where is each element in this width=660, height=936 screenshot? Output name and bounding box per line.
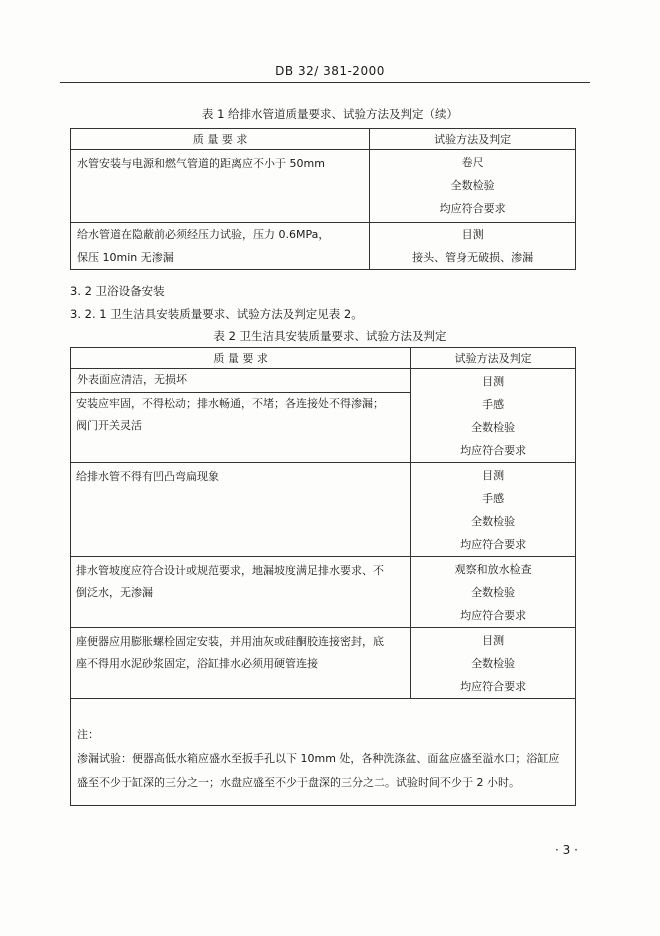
method-cell xyxy=(411,557,576,628)
method-cell xyxy=(370,223,576,270)
method-line: 目测 xyxy=(461,228,484,241)
method-line: 观察和放水检查 xyxy=(454,563,532,576)
table-row xyxy=(71,628,576,699)
table1-header-row xyxy=(71,129,576,150)
note-line: 渗漏试验：便器高低水箱应盛水至扳手孔以下 10mm 处，各种洗涤盆、面盆应盛至溢水口；浴缸应 xyxy=(77,752,560,765)
method-cell xyxy=(411,369,576,463)
standard-code-header: DB 32/ 381-2000 xyxy=(275,64,385,78)
table2-caption: 表 2 卫生洁具安装质量要求、试验方法及判定 xyxy=(213,329,447,343)
table-row xyxy=(71,369,576,393)
note-label: 注： xyxy=(77,728,99,741)
table2-col-method: 试验方法及判定 xyxy=(411,348,576,369)
method-cell xyxy=(370,150,576,223)
requirement-cell xyxy=(71,223,370,270)
method-line: 手感 xyxy=(482,492,505,505)
table-row xyxy=(71,557,576,628)
requirement-line: 座便器应用膨胀螺栓固定安装，并用油灰或硅酮胶连接密封，底 xyxy=(76,635,384,648)
requirement-line: 排水管坡度应符合设计或规范要求，地漏坡度满足排水要求、不 xyxy=(76,564,384,577)
table-row xyxy=(71,223,576,270)
table2-col-quality: 质 量 要 求 xyxy=(71,348,411,369)
table2-header-row xyxy=(71,348,576,369)
requirement-cell xyxy=(71,463,411,557)
method-line: 目测 xyxy=(482,634,505,647)
requirement-cell xyxy=(71,628,411,699)
requirement-cell xyxy=(71,150,370,223)
table1 xyxy=(70,128,576,270)
method-line: 全数检验 xyxy=(471,515,516,528)
table1-caption: 表 1 给排水管道质量要求、试验方法及判定（续） xyxy=(201,107,459,121)
requirement-line: 倒泛水，无渗漏 xyxy=(76,586,153,599)
method-line: 目测 xyxy=(482,375,505,388)
section-heading: 3. 2 卫浴设备安装 xyxy=(70,284,165,298)
requirement-cell xyxy=(71,369,411,393)
note-cell xyxy=(71,699,576,806)
method-line: 手感 xyxy=(482,398,505,411)
requirement-line: 给水管道在隐蔽前必须经压力试验，压力 0.6MPa， xyxy=(77,228,330,241)
method-line: 均应符合要求 xyxy=(460,680,527,693)
method-cell xyxy=(411,463,576,557)
method-line: 全数检验 xyxy=(471,421,516,434)
requirement-line: 阀门开关灵活 xyxy=(76,419,142,433)
requirement-line: 水管安装与电源和燃气管道的距离应不小于 50mm xyxy=(77,157,325,170)
note-line: 盛至不少于缸深的三分之一；水盘应盛至不少于盘深的三分之二。试验时间不少于 2 小时。 xyxy=(77,776,520,789)
requirement-line: 保压 10min 无渗漏 xyxy=(77,251,174,264)
method-line: 目测 xyxy=(482,469,505,482)
requirement-line: 给排水管不得有凹凸弯扁现象 xyxy=(76,470,219,483)
table1-col-method: 试验方法及判定 xyxy=(370,129,576,150)
requirement-line: 座不得用水泥砂浆固定，浴缸排水必须用硬管连接 xyxy=(76,657,318,670)
method-line: 均应符合要求 xyxy=(460,444,527,457)
method-line: 接头、管身无破损、渗漏 xyxy=(412,251,534,264)
header-rule xyxy=(60,82,590,83)
method-line: 均应符合要求 xyxy=(460,609,527,622)
requirement-line: 安装应牢固，不得松动；排水畅通，不堵；各连接处不得渗漏； xyxy=(76,397,384,411)
table-row xyxy=(71,463,576,557)
table-row xyxy=(71,699,576,806)
method-line: 卷尺 xyxy=(461,156,484,169)
requirement-line: 外表面应清洁，无损坏 xyxy=(77,373,187,386)
method-line: 全数检验 xyxy=(471,586,516,599)
table-row xyxy=(71,150,576,223)
method-line: 均应符合要求 xyxy=(460,538,527,551)
method-line: 全数检验 xyxy=(450,179,495,192)
method-line: 全数检验 xyxy=(471,657,516,670)
section-paragraph: 3. 2. 1 卫生洁具安装质量要求、试验方法及判定见表 2。 xyxy=(70,307,363,321)
table2 xyxy=(70,347,576,806)
requirement-cell xyxy=(71,393,411,463)
page-number: · 3 · xyxy=(555,843,578,857)
requirement-cell xyxy=(71,557,411,628)
method-line: 均应符合要求 xyxy=(439,202,506,215)
table1-col-quality: 质 量 要 求 xyxy=(71,129,370,150)
method-cell xyxy=(411,628,576,699)
